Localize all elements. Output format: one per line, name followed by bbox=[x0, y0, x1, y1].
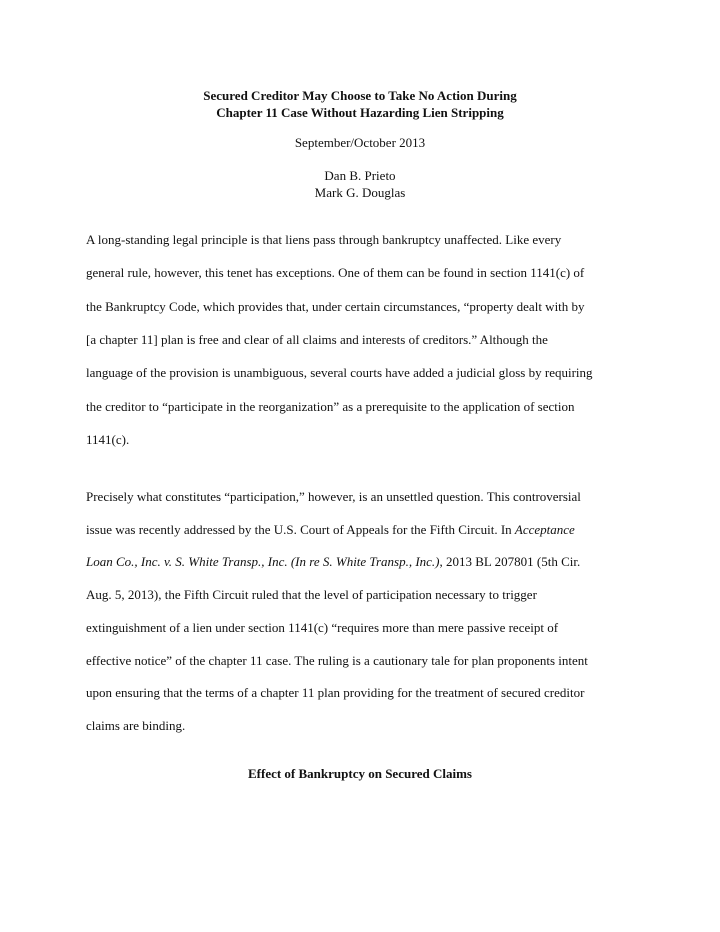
paragraph-2-line: Precisely what constitutes “participation,” however, is an unsettled question. This controversial bbox=[86, 489, 581, 504]
case-name-italic: Loan Co., Inc. v. S. White Transp., Inc. (In re S. White Transp., Inc.) bbox=[86, 554, 440, 570]
paragraph-2-text: issue was recently addressed by the U.S. Court of Appeals for the Fifth Circuit. In bbox=[86, 521, 515, 537]
publication-date: September/October 2013 bbox=[294, 135, 426, 150]
document-title-line-1: Secured Creditor May Choose to Take No Action During bbox=[203, 88, 517, 103]
paragraph-2-text: , 2013 BL 207801 (5th Cir. bbox=[439, 554, 581, 570]
paragraph-1-line: the Bankruptcy Code, which provides that, under certain circumstances, “property dealt with by bbox=[86, 298, 585, 314]
paragraph-1-line: [a chapter 11] plan is free and clear of all claims and interests of creditors.” Although the bbox=[86, 331, 548, 347]
case-name-italic: Acceptance bbox=[514, 521, 575, 537]
section-heading: Effect of Bankruptcy on Secured Claims bbox=[247, 766, 472, 781]
document-title-line-2: Chapter 11 Case Without Hazarding Lien Stripping bbox=[216, 105, 504, 120]
paragraph-2-line: Aug. 5, 2013), the Fifth Circuit ruled that the level of participation necessary to trigger bbox=[86, 587, 537, 603]
paragraph-2-line: effective notice” of the chapter 11 case. The ruling is a cautionary tale for plan proponents intent bbox=[86, 652, 588, 668]
paragraph-2-line: claims are binding. bbox=[86, 717, 186, 733]
paragraph-2-line bbox=[86, 553, 580, 570]
paragraph-2-line: extinguishment of a lien under section 1141(c) “requires more than mere passive receipt of bbox=[86, 619, 559, 635]
paragraph-1-line: language of the provision is unambiguous, several courts have added a judicial gloss by requiring bbox=[86, 365, 593, 381]
paragraph-1-line: A long-standing legal principle is that liens pass through bankruptcy unaffected. Like every bbox=[86, 232, 562, 247]
paragraph-1-line: the creditor to “participate in the reorganization” as a prerequisite to the application of section bbox=[86, 398, 575, 414]
paragraph-2-line bbox=[86, 521, 575, 538]
paragraph-2-line: upon ensuring that the terms of a chapter 11 plan providing for the treatment of secured creditor bbox=[86, 685, 585, 701]
paragraph-1-line: 1141(c). bbox=[86, 431, 130, 447]
author-name: Dan B. Prieto bbox=[324, 168, 396, 183]
paragraph-1-line: general rule, however, this tenet has exceptions. One of them can be found in section 1141(c) of bbox=[86, 265, 585, 281]
author-name: Mark G. Douglas bbox=[314, 185, 406, 200]
